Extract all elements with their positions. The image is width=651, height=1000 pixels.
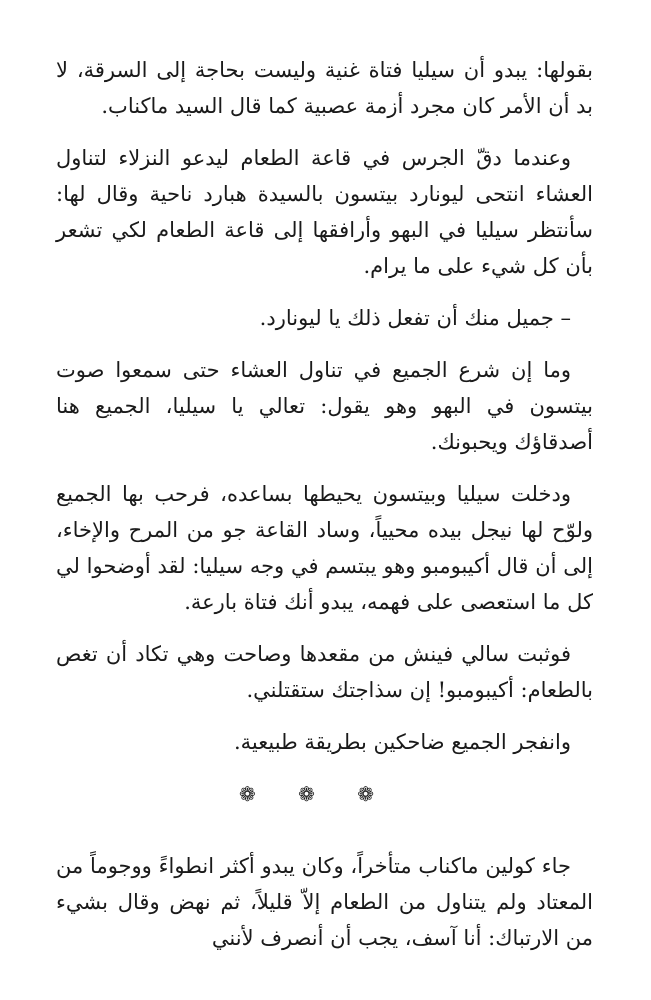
paragraph: وانفجر الجميع ضاحكين بطريقة طبيعية. xyxy=(233,730,571,754)
paragraph: ودخلت سيليا وبيتسون يحيطها بساعده، فرحب بها الجميع ولوّح لها نيجل بيده محيياً، وساد القاعة جو من المرح والإخاء، إلى أن قال أكيبومبو وهو يبتسم في وجه سيليا: لقد أوضحوا لي كل ما استعصى على فهمه، يبدو أنك فتاة بارعة. xyxy=(56,482,593,614)
paragraph: فوثبت سالي فينش من مقعدها وصاحت وهي تكاد أن تغص بالطعام: أكيبومبو! إن سذاجتك ستقتلني. xyxy=(56,642,593,702)
paragraph: وما إن شرع الجميع في تناول العشاء حتى سمعوا صوت بيتسون في البهو وهو يقول: تعالي يا سيليا، الجميع هنا أصدقاؤك ويحبونك. xyxy=(56,358,593,454)
paragraph: وعندما دقّ الجرس في قاعة الطعام ليدعو النزلاء لتناول العشاء انتحى ليونارد بيتسون بالسيدة هبارد ناحية وقال لها: سأنتظر سيليا في البهو وأرافقها إلى قاعة الطعام لكي تشعر بأن كل شيء على ما يرام. xyxy=(56,146,593,278)
paragraph: بقولها: يبدو أن سيليا فتاة غنية وليست بحاجة إلى السرقة، لا بد أن الأمر كان مجرد أزمة عصبية كما قال السيد ماكناب. xyxy=(56,58,593,118)
dialogue-line: – جميل منك أن تفعل ذلك يا ليونارد. xyxy=(259,306,571,330)
section-separator: ❁ ❁ ❁ xyxy=(239,782,392,806)
paragraph: جاء كولين ماكناب متأخراً، وكان يبدو أكثر انطواءً ووجوماً من المعتاد ولم يتناول من الطعام إلاّ قليلاً، ثم نهض وقال بشيء من الارتباك: أنا آسف، يجب أن أنصرف لأنني xyxy=(56,854,593,950)
